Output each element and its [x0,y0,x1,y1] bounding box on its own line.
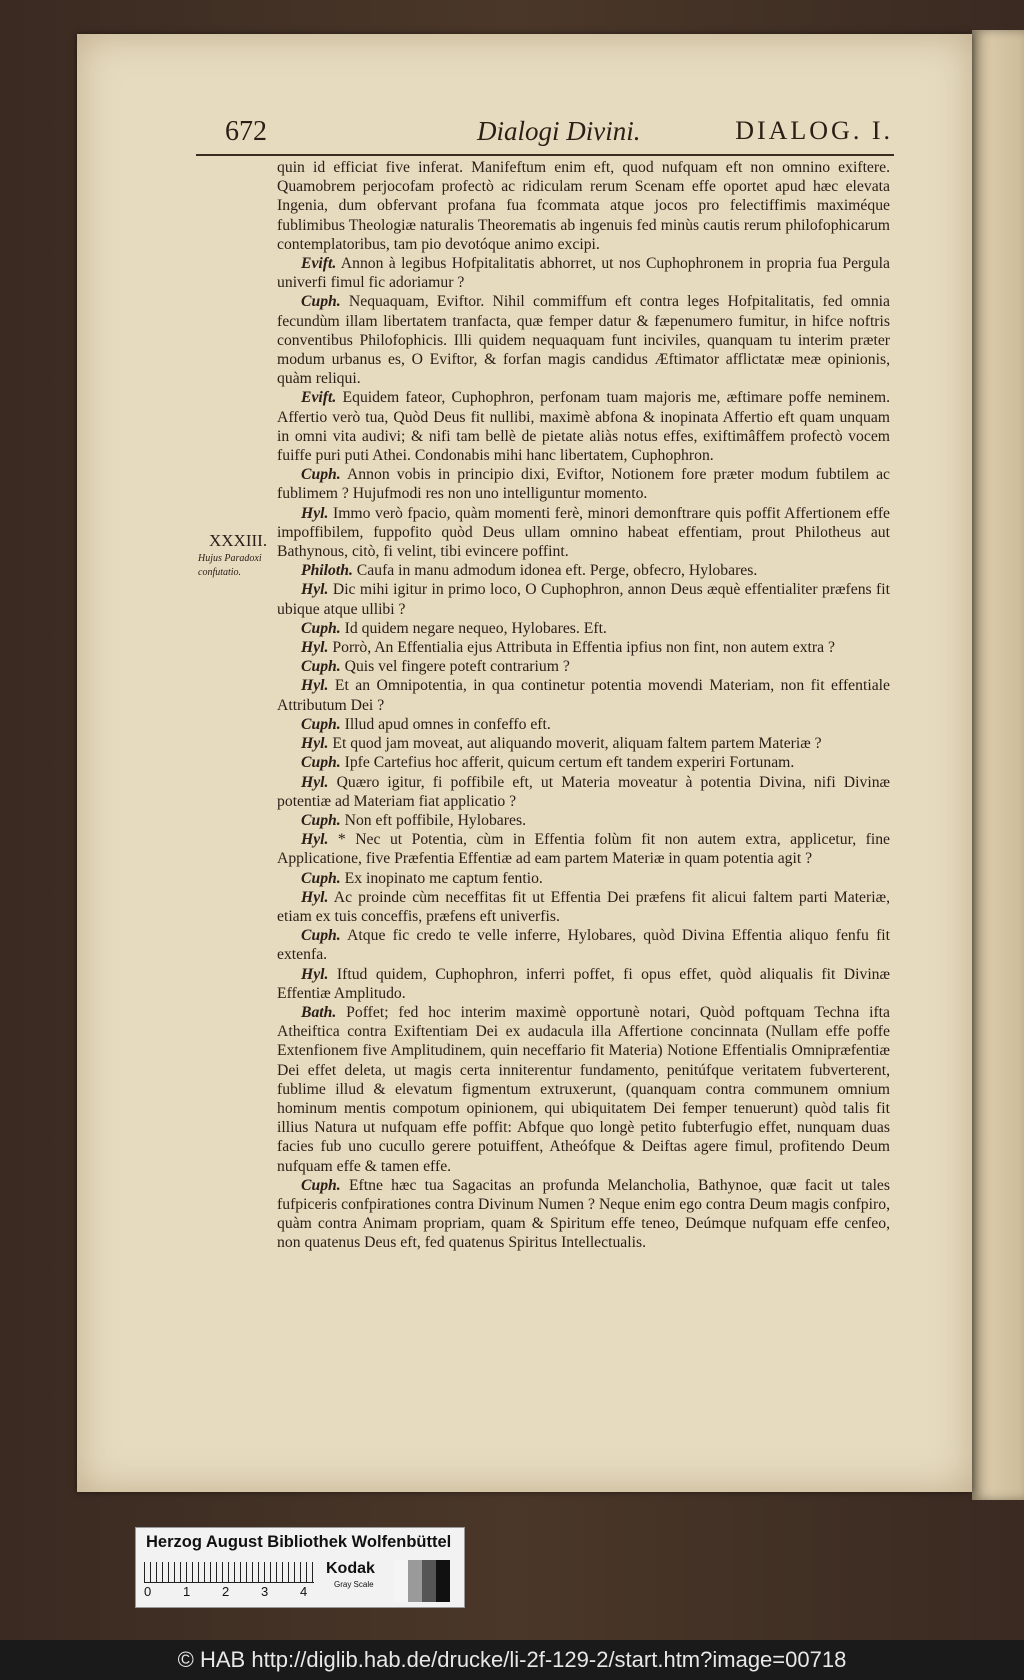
gray-patch [422,1560,436,1602]
speaker-label: Hyl. [301,965,329,983]
paragraph [277,811,890,830]
ruler-numbers [144,1584,344,1602]
speaker-label: Hyl. [301,888,329,906]
speaker-label: Hyl. [301,773,329,791]
paragraph [277,580,890,618]
paragraph-text: Et quod jam moveat, aut aliquando moverit, aliquam faltem partem Materiæ ? [332,735,822,753]
paragraph [277,734,890,753]
ruler-number: 4 [300,1584,308,1599]
gray-scale-patches [394,1560,450,1602]
library-color-card [135,1527,465,1608]
paragraph-text: Et an Omnipotentia, in qua continetur potentia movendi Materiam, non fit effentiale Attributum Dei ? [277,677,890,714]
speaker-label: Hyl. [301,735,329,753]
speaker-label: Bath. [301,1003,337,1021]
dialog-label: DIALOG. I. [735,116,893,145]
speaker-label: Cuph. [301,754,341,772]
paragraph [277,1003,890,1176]
ruler-number: 3 [261,1584,269,1599]
library-name: Herzog August Bibliothek Wolfenbüttel [146,1533,452,1551]
paragraph-text: Ex inopinato me captum fentio. [344,869,543,887]
paragraph [277,965,890,1003]
paragraph [277,888,890,926]
speaker-label: Cuph. [301,466,341,484]
speaker-label: Hyl. [301,831,329,849]
speaker-label: Cuph. [301,658,341,676]
paragraph-text: Iftud quidem, Cuphophron, inferri poffet, fi opus effet, quòd aliqualis fit Divinæ Effentiæ Amplitudo. [277,965,890,1002]
body-text [277,158,890,1253]
paragraph-text: * Nec ut Potentia, cùm in Effentia folùm fit non autem extra, applicetur, fine Applicatione, five Præfentia Effentiæ ad eam partem Materiæ in quam potentia agit ? [277,831,891,868]
speaker-label: Hyl. [301,677,329,695]
speaker-label: Cuph. [301,927,341,945]
speaker-label: Philoth. [301,562,353,580]
ruler-number: 2 [222,1584,230,1599]
speaker-label: Cuph. [301,293,341,311]
paragraph-text: Annon vobis in principio dixi, Eviftor, Notionem fore præter modum fubtilem ac fublimem ? Hujufmodi res non uno intelliguntur momento. [277,466,890,503]
gray-patch [436,1560,450,1602]
margin-note: Hujus Paradoxi confutatio. [198,553,262,578]
paragraph-text: Caufa in manu admodum idonea eft. Perge, obfecro, Hylobares. [356,562,758,580]
speaker-label: Hyl. [301,639,329,657]
paragraph [277,254,890,292]
paragraph-text: Atque fic credo te velle inferre, Hylobares, quòd Divina Effentia aliquo fenfu fit extenfa. [277,927,891,964]
paragraph-text: Immo verò fpacio, quàm momenti ferè, minori demonftrare quis poffit Affertionem effe impoffibilem, fuppofito quòd Deus ullam omnino habeat effentiam, prout Philotheus aut Bathynous, citò, fi velint, tibi evincere poffint. [277,504,891,561]
paragraph [277,830,890,868]
paragraph-text: Ipfe Cartefius hoc afferit, quicum certum eft tandem experiri Fortunam. [344,754,795,772]
paragraph [277,926,890,964]
paragraph [277,638,890,657]
speaker-label: Cuph. [301,619,341,637]
paragraph [277,388,890,465]
ruler-number: 0 [144,1584,152,1599]
paragraph [277,773,890,811]
paragraph-text: Poffet; fed hoc interim maximè opportunè notari, Quòd poftquam Technа ifta Atheiftica contra Exiftentiam Dei ex audacula illa Affertione concinnata (Nullam effe poffe Extenfionem five Amplitudinem, quin neceffario fit Materia) Notione Effentialis Omnipræfentiæ Dei effet deleta, ut magis certa inniterentur fundamento, penitúfque veritatem fubverterent, fublime illud & elevatum figmentum extruxerunt, (quanquam contra communem omnium hominum mentis compotum opinionem, qui ubiquitatem Dei femper tenuerunt) quòd talis fit illius Natura ut nufquam effe poffit: Abfque quo longè petito fubterfugio effet, nunquam duas facies fub uno cucullo gerere potuiffent, Atheófque & Deiftas agere fimul, profitendo Deum nufquam effe & tamen effe. [277,1003,891,1175]
paragraph [277,869,890,888]
paragraph-text: Quæro igitur, fi poffibile eft, ut Materia moveatur à potentia Divina, nifi Divinæ potentiæ ad Materiam fiat applicatio ? [277,773,891,810]
section-numeral: XXXIII. [209,531,268,550]
paragraph [277,715,890,734]
header-rule [196,154,894,156]
scale-ruler [144,1562,314,1583]
paragraph-text: Non eft poffibile, Hylobares. [344,811,526,829]
paragraph-text: Id quidem negare nequeo, Hylobares. Eft. [344,619,607,637]
footer-text: © HAB http://diglib.hab.de/drucke/li-2f-129-2/start.htm?image=00718 [177,1647,847,1672]
footer-bar [0,1640,1024,1680]
ruler-number: 1 [183,1584,191,1599]
paragraph [277,753,890,772]
speaker-label: Evift. [301,389,337,407]
speaker-label: Cuph. [301,715,341,733]
paragraph-text: Ac proinde cùm neceffitas fit ut Effentia Dei præfens fit alicui faltem parti Materiæ, etiam ex tuis conceffis, præfens eft univerfis. [277,888,890,925]
facing-page-edge [972,30,1024,1500]
gray-patch [408,1560,422,1602]
paragraph-text: Illud apud omnes in confeffo eft. [344,715,551,733]
running-title: Dialogi Divini. [477,116,641,146]
speaker-label: Cuph. [301,869,341,887]
gray-patch [394,1560,408,1602]
paragraph [277,292,890,388]
paragraph [277,465,890,503]
speaker-label: Hyl. [301,504,329,522]
paragraph [277,158,890,254]
paragraph-text: Quis vel fingere poteft contrarium ? [344,658,570,676]
kodak-subtitle: Gray Scale [334,1580,374,1589]
kodak-logo: Kodak [326,1560,375,1577]
speaker-label: Evift. [301,255,337,273]
paragraph [277,676,890,714]
paragraph [277,657,890,676]
speaker-label: Cuph. [301,1176,341,1194]
paragraph-text: Eftne hæc tua Sagacitas an profunda Melancholia, Bathynoe, quæ facit ut tales fufpiceris confpirationes contra Divinum Numen ? Neque enim ego contra Deum magis confpiro, quàm contra Animam propriam, quam & Spiritum effe teneo, Deúmque nufquam effe cenfeo, non quatenus Deus eft, fed quatenus Spiritus Intellectualis. [277,1176,890,1252]
paragraph-text: Annon à legibus Hofpitalitatis abhorret, ut nos Cuphophronem in propria fua Pergula univerfi fimul fic adoriamur ? [277,255,891,292]
paragraph [277,619,890,638]
paragraph-text: Equidem fateor, Cuphophron, perfonam tuam majoris me, æftimare poffe neminem. Affertio verò tua, Quòd Deus fit nullibi, maximè abfona & inopinata Affertio eft quam unquam in omni vita audivi; & nifi tam bellè de pietate aliàs notus effes, exiftimâffem profectò vocem fuiffe puri puti Athei. Condonabis mihi hanc libertatem, Cuphophron. [277,389,890,465]
paragraph [277,1176,890,1253]
speaker-label: Hyl. [301,581,329,599]
page-header [225,116,893,152]
paragraph-text: Dic mihi igitur in primo loco, O Cuphophron, annon Deus æquè effentialiter præfens fit ubique atque ullibi ? [277,581,890,618]
paragraph-text: quin id efficiat five inferat. Manifeftum enim eft, quod nufquam eft non omnino exiftere. Quamobrem perjocofam profectò ac ridiculam rerum Scenam effe oportet apud hæc elevata Ingenia, dum obfervant profana fua fcommata atque jocos pro felectiffimis maximéque fublimibus Theologiæ naturalis Theorematis ab ingenuis fed minùs cautis rerum philofophicarum contemplatoribus, tam pio devotóque animo excipi. [277,159,890,253]
paragraph [277,561,890,580]
paragraph-text: Porrò, An Effentialia ejus Attributa in Effentia ipfius non fint, non autem extra ? [332,639,835,657]
page-number: 672 [225,116,267,147]
paragraph [277,504,890,562]
speaker-label: Cuph. [301,811,341,829]
paragraph-text: Nequaquam, Eviftor. Nihil commiffum eft contra leges Hofpitalitatis, fed omnia fecundùm illam libertatem tranfacta, quæ femper datur & fæpenumero fumitur, in hifce noftris conventibus Philofophicis. Illi quidem nequaquam funt inciviles, quanquam tu interim præter modum urbanus es, O Eviftor, & forfan magis candidus Æftimator afflictatæ meæ opinionis, quàm reliqui. [277,293,891,388]
